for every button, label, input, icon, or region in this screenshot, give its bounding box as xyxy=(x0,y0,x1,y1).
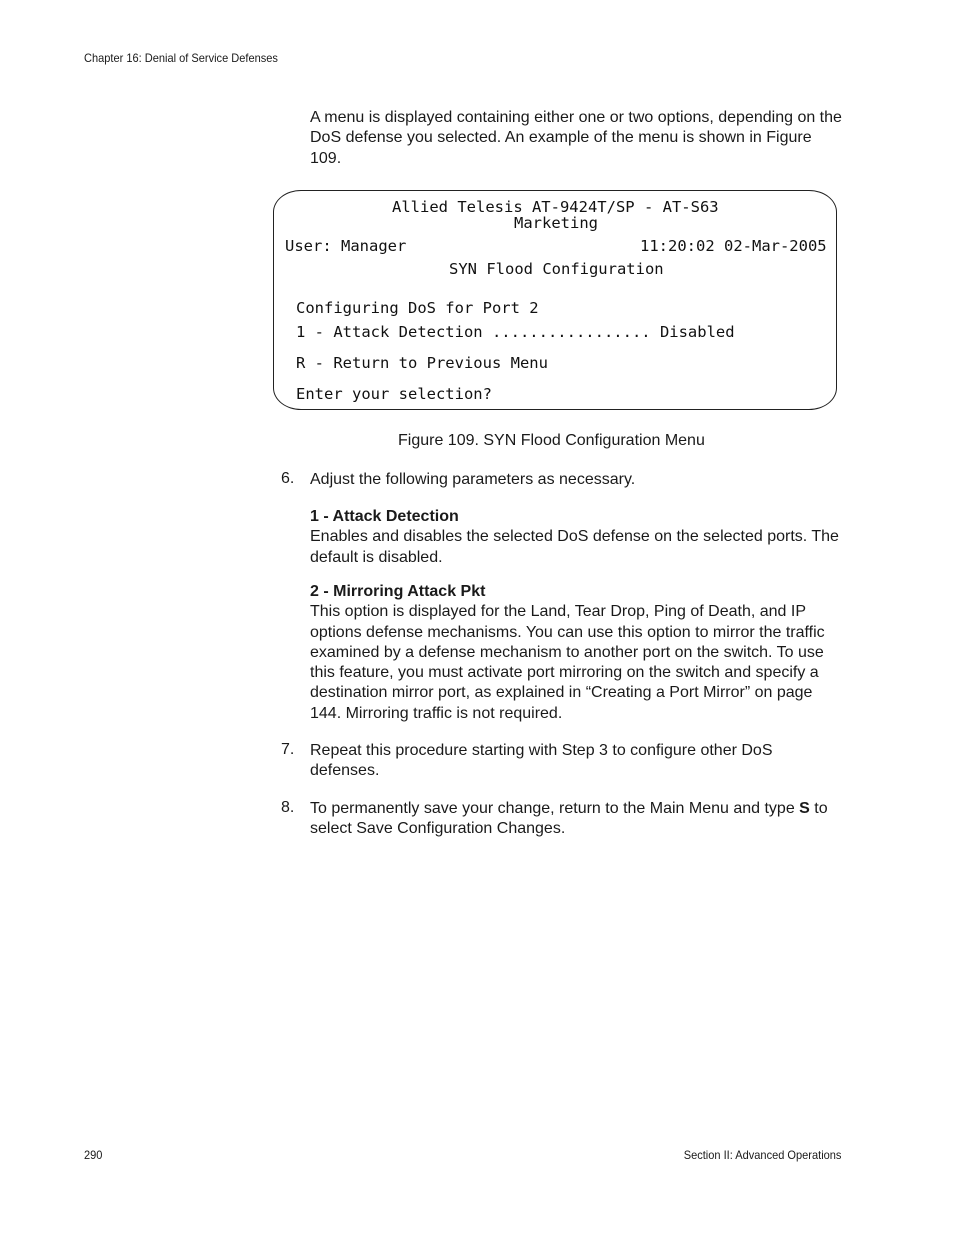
terminal-title-line2: Marketing xyxy=(514,214,598,232)
parameter-block xyxy=(310,582,845,724)
step-text xyxy=(310,799,845,840)
terminal-datetime: 11:20:02 02-Mar-2005 xyxy=(640,237,827,255)
step-number: 8. xyxy=(281,799,295,816)
figure-caption: Figure 109. SYN Flood Configuration Menu xyxy=(398,432,705,449)
parameter-description: Enables and disables the selected DoS defense on the selected ports. The default is disabled. xyxy=(310,528,839,566)
step-text-part: to select Save Configuration Changes. xyxy=(310,800,828,838)
terminal-screen xyxy=(273,190,837,410)
running-footer: Section II: Advanced Operations xyxy=(683,1148,841,1162)
step-text: Repeat this procedure starting with Step 3 to configure other DoS defenses. xyxy=(310,742,773,780)
terminal-option-attack-detection: 1 - Attack Detection ................. Disabled xyxy=(296,323,735,341)
terminal-configuring: Configuring DoS for Port 2 xyxy=(296,299,539,317)
parameter-title: 2 - Mirroring Attack Pkt xyxy=(310,583,486,600)
step-text: Adjust the following parameters as necessary. xyxy=(310,471,636,488)
step-number: 6. xyxy=(281,470,295,487)
step-text-part: To permanently save your change, return to the Main Menu and type xyxy=(310,800,800,817)
parameter-block xyxy=(310,507,845,568)
terminal-option-return: R - Return to Previous Menu xyxy=(296,354,548,372)
step-number: 7. xyxy=(281,741,295,758)
intro-paragraph: A menu is displayed containing either one or two options, depending on the DoS defense you selected. An example of the menu is shown in Figure 109. xyxy=(310,109,842,167)
terminal-prompt: Enter your selection? xyxy=(296,385,492,403)
terminal-title-line1: Allied Telesis AT-9424T/SP - AT-S63 xyxy=(392,198,719,216)
terminal-user: User: Manager xyxy=(285,237,407,255)
page-number: 290 xyxy=(84,1148,103,1162)
terminal-menu-title: SYN Flood Configuration xyxy=(449,260,664,278)
parameter-title: 1 - Attack Detection xyxy=(310,508,459,525)
running-header: Chapter 16: Denial of Service Defenses xyxy=(84,51,278,65)
parameter-description: This option is displayed for the Land, Tear Drop, Ping of Death, and IP options defense mechanisms. You can use this option to mirror the traffic examined by a defense mechanism to another port on the switch. To use this feature, you must activate port mirroring on the switch and specify a destination mirror port, as explained in “Creating a Port Mirror” on page 144. Mirroring traffic is not required. xyxy=(310,603,825,722)
save-key: S xyxy=(799,800,810,817)
